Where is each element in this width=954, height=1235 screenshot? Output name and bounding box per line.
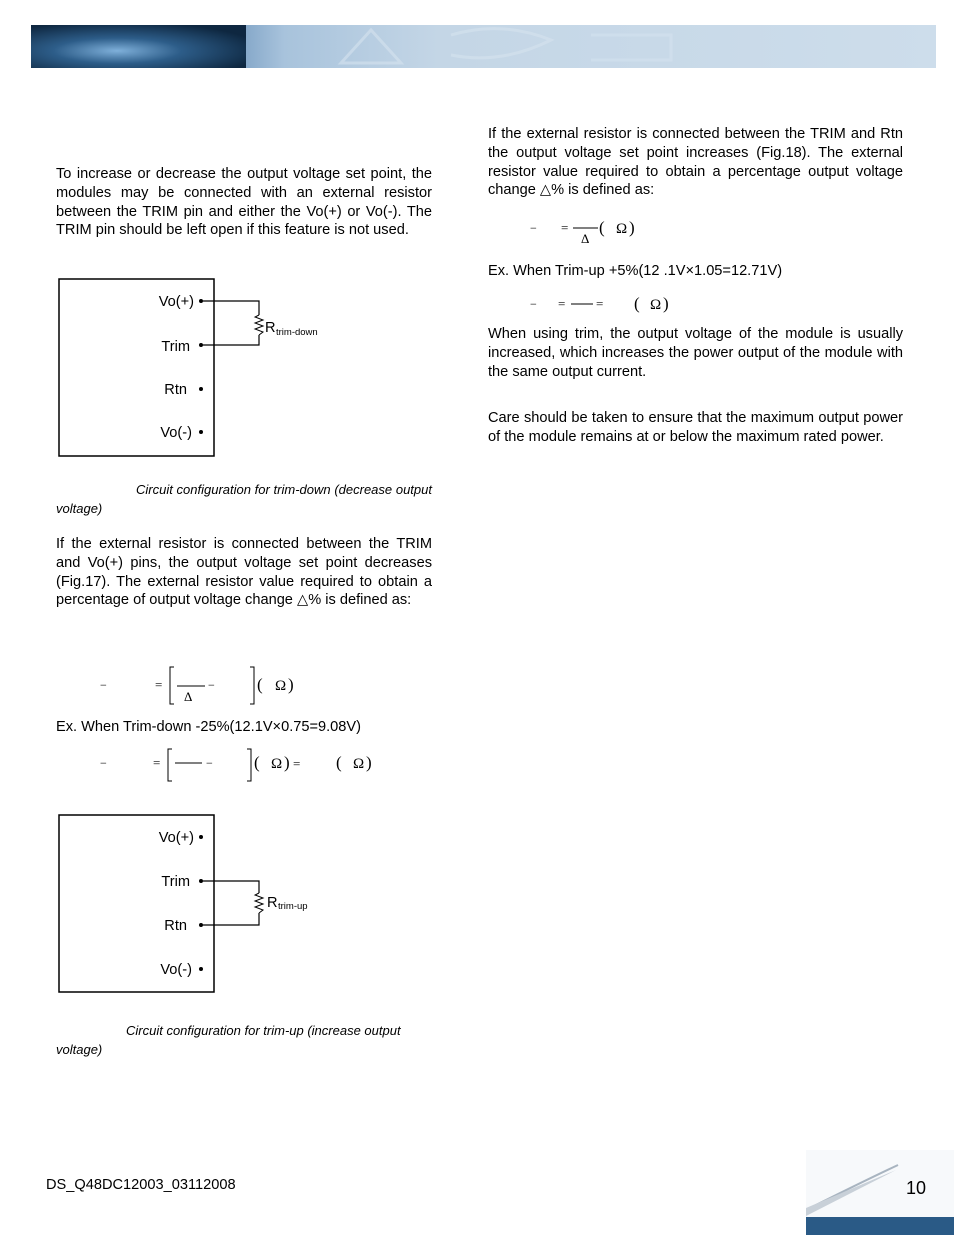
pin-label-trim: Trim: [161, 874, 190, 890]
header-banner: [31, 25, 936, 68]
formula-minus: −: [530, 221, 537, 235]
example-trim-up: Ex. When Trim-up +5%(12 .1V×1.05=12.71V): [488, 263, 783, 279]
care-paragraph: Care should be taken to ensure that the maximum output power of the module remains at or below the maximum rated power.: [488, 410, 903, 445]
pin-label-vo-plus: Vo(+): [158, 294, 194, 310]
resistor-subscript: trim-up: [278, 901, 308, 912]
pin-dot: [199, 923, 203, 927]
fig-caption-trim-up: Circuit configuration for trim-up (increase output voltage): [56, 1023, 401, 1057]
trim-down-formula: [95, 662, 315, 707]
formula-minus: −: [100, 678, 107, 692]
formula-minus: −: [208, 678, 215, 692]
bracket-left: [168, 749, 172, 781]
trim-up-formula: [525, 212, 655, 250]
pin-dot: [199, 835, 203, 839]
formula-ohm: Ω: [271, 756, 283, 772]
formula-equals: =: [596, 296, 604, 311]
bracket-left: [170, 667, 174, 704]
footer-corner-graphic: [806, 1150, 954, 1235]
pin-label-trim: Trim: [161, 339, 190, 355]
formula-minus: −: [530, 297, 537, 311]
formula-ohm: Ω: [650, 297, 662, 313]
bracket-right: [250, 667, 254, 704]
pin-label-rtn: Rtn: [164, 382, 187, 398]
pin-label-rtn: Rtn: [164, 918, 187, 934]
formula-equals: =: [153, 755, 161, 770]
formula-minus: −: [206, 756, 213, 770]
trim-up-example-formula: [525, 290, 685, 318]
formula-equals: =: [561, 220, 569, 235]
pin-dot: [199, 430, 203, 434]
formula-close-paren: ): [663, 294, 669, 313]
trim-down-circuit: [56, 277, 346, 459]
formula-equals: =: [558, 296, 566, 311]
formula-delta: Δ: [581, 231, 590, 246]
document-id: DS_Q48DC12003_03112008: [46, 1177, 236, 1193]
formula-open-paren: (: [254, 753, 260, 772]
formula-minus: −: [100, 756, 107, 770]
pin-label-vo-plus: Vo(+): [158, 830, 194, 846]
formula-delta: Δ: [184, 689, 193, 704]
formula-equals: =: [155, 677, 163, 692]
formula-open-paren: (: [336, 753, 342, 772]
trim-up-paragraph: If the external resistor is connected between the TRIM and Rtn the output voltage set point increases (Fig.18). The external resistor value required to obtain a percentage output voltage change △% is defined as:: [488, 126, 903, 199]
page-number: 10: [906, 1178, 927, 1198]
formula-open-paren: (: [257, 675, 263, 694]
intro-paragraph: To increase or decrease the output voltage set point, the modules may be connected with an external resistor between the TRIM pin and either the Vo(+) or Vo(-). The TRIM pin should be left open if this feature is not used.: [56, 166, 432, 239]
example-trim-down: Ex. When Trim-down -25%(12.1V×0.75=9.08V): [56, 719, 362, 735]
resistor-icon: [255, 315, 263, 335]
pin-label-vo-minus: Vo(-): [160, 425, 192, 441]
formula-ohm: Ω: [616, 221, 628, 237]
trim-down-paragraph: If the external resistor is connected between the TRIM and Vo(+) pins, the output voltage set point decreases (Fig.17). The external resistor value required to obtain a percentage of output voltage change △% is defined as:: [56, 536, 432, 609]
formula-open-paren: (: [599, 218, 605, 237]
trim-up-circuit: [56, 813, 346, 995]
banner-watermark: [31, 25, 936, 68]
pin-label-vo-minus: Vo(-): [160, 962, 192, 978]
pin-dot: [199, 343, 203, 347]
fig-caption-trim-down: Circuit configuration for trim-down (decrease output voltage): [56, 482, 432, 516]
formula-close-paren: ): [629, 218, 635, 237]
pin-dot: [199, 967, 203, 971]
resistor-icon: [255, 893, 263, 913]
pin-dot: [199, 299, 203, 303]
formula-close-paren: ): [288, 675, 294, 694]
pin-dot: [199, 387, 203, 391]
formula-close-paren: ): [366, 753, 372, 772]
trim-down-example-formula: [95, 745, 385, 785]
bracket-right: [247, 749, 251, 781]
pin-dot: [199, 879, 203, 883]
formula-equals: =: [293, 756, 301, 771]
formula-close-paren: ): [284, 753, 290, 772]
formula-ohm: Ω: [275, 678, 287, 694]
usage-paragraph: When using trim, the output voltage of the module is usually increased, which increases the power output of the module with the same output current.: [488, 326, 903, 380]
formula-open-paren: (: [634, 294, 640, 313]
resistor-subscript: trim-down: [276, 327, 318, 338]
formula-ohm: Ω: [353, 756, 365, 772]
resistor-label: R: [267, 895, 278, 911]
resistor-label: R: [265, 320, 276, 336]
